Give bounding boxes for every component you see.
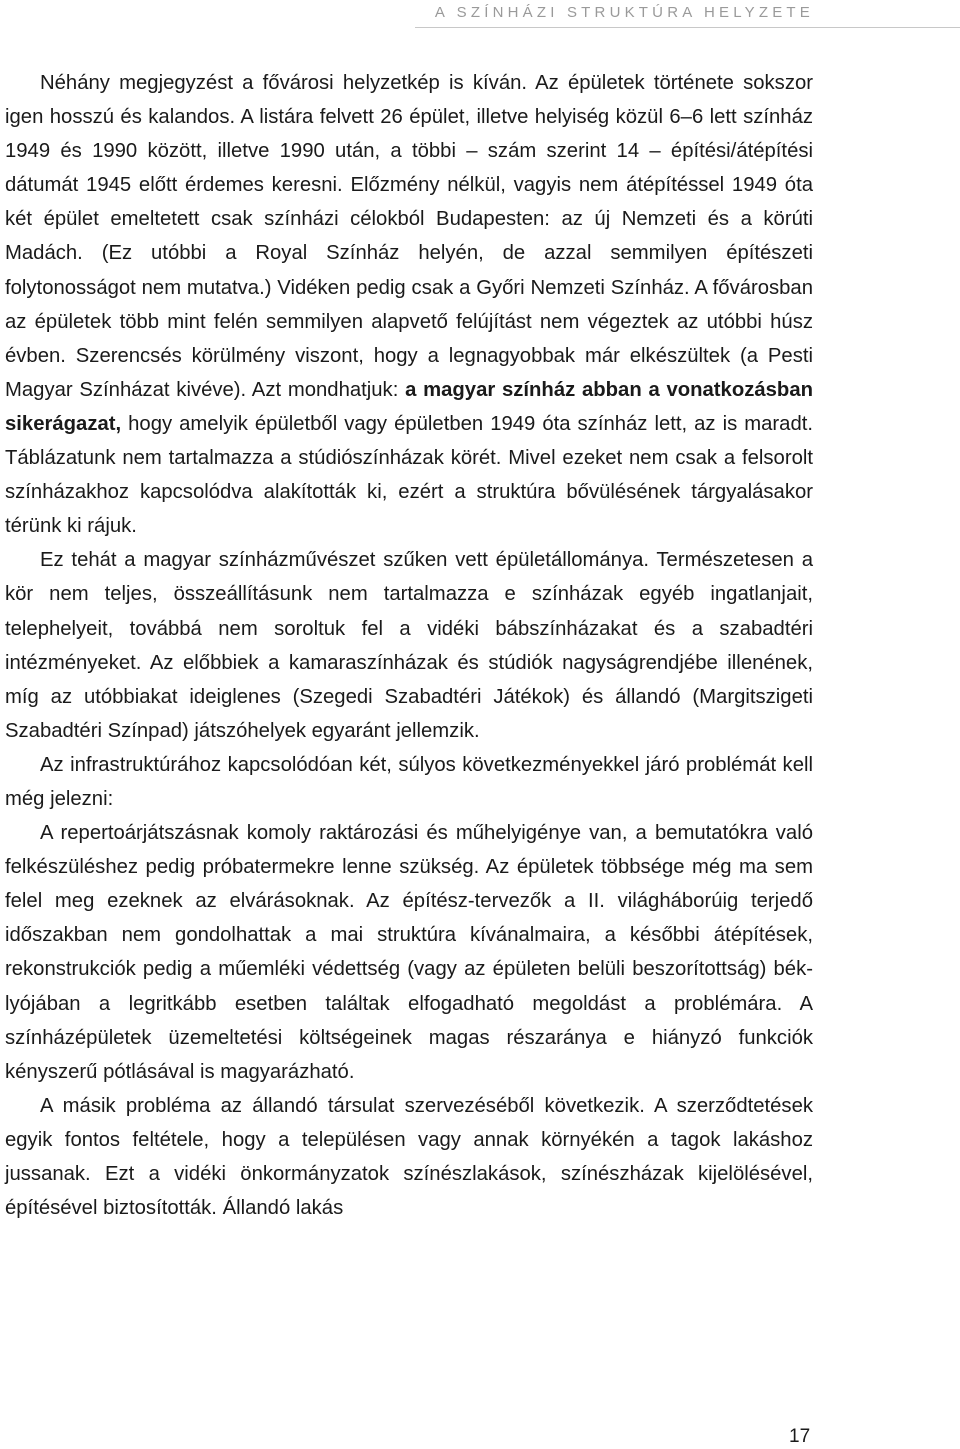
header-rule bbox=[415, 27, 960, 28]
paragraph-3: Az infrastruktúrához kapcsolódóan két, súlyos következményekkel járó problémát kell még jelezni: bbox=[5, 753, 813, 810]
paragraph-2: Ez tehát a magyar színházművészet szűken vett épületállománya. Természetesen a kör nem teljes, összeállításunk nem tartalmazza e színházak egyéb ingatlanjait, telephelyeit, továbbá nem soroltuk fel a vidéki bábszínházakat és a szabadtéri intézményeket. Az előbbiek a kamaraszínházak és stúdiók nagyságrendjébe illenének, míg az utóbbiakat ideiglenes (Szegedi Szabadtéri Játékok) és állandó (Margitszigeti Szabadtéri Színpad) játszóhelyek egyaránt jellemzik. bbox=[5, 549, 813, 742]
paragraph-1-emphasis: a magyar színház abban a vonatkozásban sikerágazat, bbox=[5, 378, 813, 435]
paragraph-1-text-before: Néhány megjegyzést a fővárosi helyzetkép is kíván. Az épületek története sokszor igen hosszú és kalandos. A listára felvett 26 épület, illetve helyiség közül 6–6 lett színház 1949 és 1990 között, illetve 1990 után, a többi – szám szerint 14 – építési/átépítési dátumát 1945 előtt érdemes keresni. Előzmény nélkül, vagyis nem átépítéssel 1949 óta két épület emeltetett csak színházi célokból Budapesten: az új Nemzeti és a körúti Madách. (Ez utóbbi a Royal Színház helyén, de azzal semmilyen építészeti folytonosságot nem mutatva.) Vidéken pedig csak a Győri Nemzeti Színház. A fővárosban az épületek több mint felén semmilyen alapvető felújítást nem végeztek az utóbbi húsz évben. Szerencsés körülmény viszont, hogy a legnagyobbak már elkészültek (a Pesti Magyar Színházat kivéve). Azt mondhatjuk: bbox=[5, 72, 813, 401]
paragraph-1-text-after: hogy amelyik épületből vagy épületben 1949 óta színház lett, az is maradt. Táblázatunk nem tartalmazza a stúdiószínházak körét. Mivel ezeket nem csak a felsorolt színházakhoz kapcsolódva alakították ki, ezért a struktúra bővülésének tárgyalásakor térünk ki rájuk. bbox=[5, 412, 813, 538]
paragraph-4: A repertoárjátszásnak komoly raktározási és műhelyigénye van, a bemutatókra való felkészüléshez pedig próbatermekre lenne szükség. Az épületek többsége még ma sem felel meg ezeknek az elvárásoknak. Az építész-tervezők a II. világháborúig terjedő időszakban nem gondolhattak a mai struktúra kívánalmaira, a későbbi átépítések, rekonstrukciók pedig a műemléki védettség (vagy az épületen belüli beszorítottság) béklyójában a legritkább esetben találtak elfogadható megoldást a problémára. A színházépületek üzemeltetési költségeinek magas részaránya e hiányzó funkciók kényszerű pótlásával is magyarázható. bbox=[5, 822, 813, 1083]
running-header: A SZÍNHÁZI STRUKTÚRA HELYZETE bbox=[434, 4, 814, 21]
paragraph-1 bbox=[5, 66, 813, 543]
page-number: 17 bbox=[789, 1426, 811, 1447]
paragraph-5: A másik probléma az állandó társulat szervezéséből következik. A szerződtetések egyik fontos feltétele, hogy a településen vagy annak környékén a tagok lakáshoz jussanak. Ezt a vidéki önkormányzatok színészlakások, színészházak kijelölésével, építésével biztosították. Állandó lakás bbox=[5, 1094, 813, 1220]
body-text bbox=[5, 66, 813, 1225]
